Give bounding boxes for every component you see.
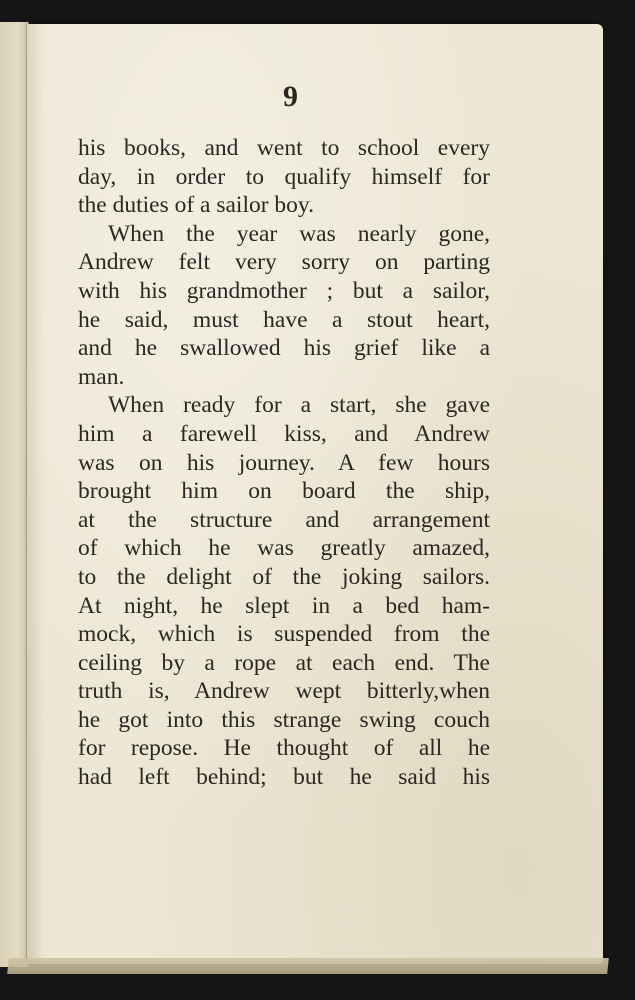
text-line: day, in order to qualify himself for <box>78 163 490 190</box>
text-line: to the delight of the joking sailors. <box>78 563 490 590</box>
text-line: at the structure and arrangement <box>78 506 490 533</box>
text-line: with his grandmother ; but a sailor, <box>78 277 490 304</box>
text-line: the duties of a sailor boy. <box>78 192 315 219</box>
text-line: mock, which is suspended from the <box>78 621 490 648</box>
text-line: his books, and went to school every <box>78 135 490 161</box>
text-line: him a farewell kiss, and Andrew <box>78 420 490 447</box>
text-line: brought him on board the ship, <box>78 478 490 505</box>
text-line: was on his journey. A few hours <box>78 449 490 476</box>
text-line: for repose. He thought of all he <box>78 735 490 762</box>
text-line: Andrew felt very sorry on parting <box>78 249 490 276</box>
text-line: When ready for a start, she gave <box>108 392 490 419</box>
text-line: ceiling by a rope at each end. The <box>78 649 490 676</box>
page-number: 9 <box>283 80 298 113</box>
text-line: and he swallowed his grief like a <box>78 335 490 362</box>
text-line: At night, he slept in a bed ham- <box>78 592 490 619</box>
text-line: man. <box>78 363 125 390</box>
text-line: When the year was nearly gone, <box>108 220 490 247</box>
text-line: he said, must have a stout heart, <box>78 306 490 333</box>
body-text <box>78 134 490 792</box>
text-line: truth is, Andrew wept bitterly,when <box>78 678 490 705</box>
page-bottom-edge <box>7 958 609 974</box>
text-line: he got into this strange swing couch <box>78 706 490 733</box>
text-line: had left behind; but he said his <box>78 764 490 791</box>
text-line: of which he was greatly amazed, <box>78 535 490 562</box>
left-page-edge <box>0 22 29 967</box>
